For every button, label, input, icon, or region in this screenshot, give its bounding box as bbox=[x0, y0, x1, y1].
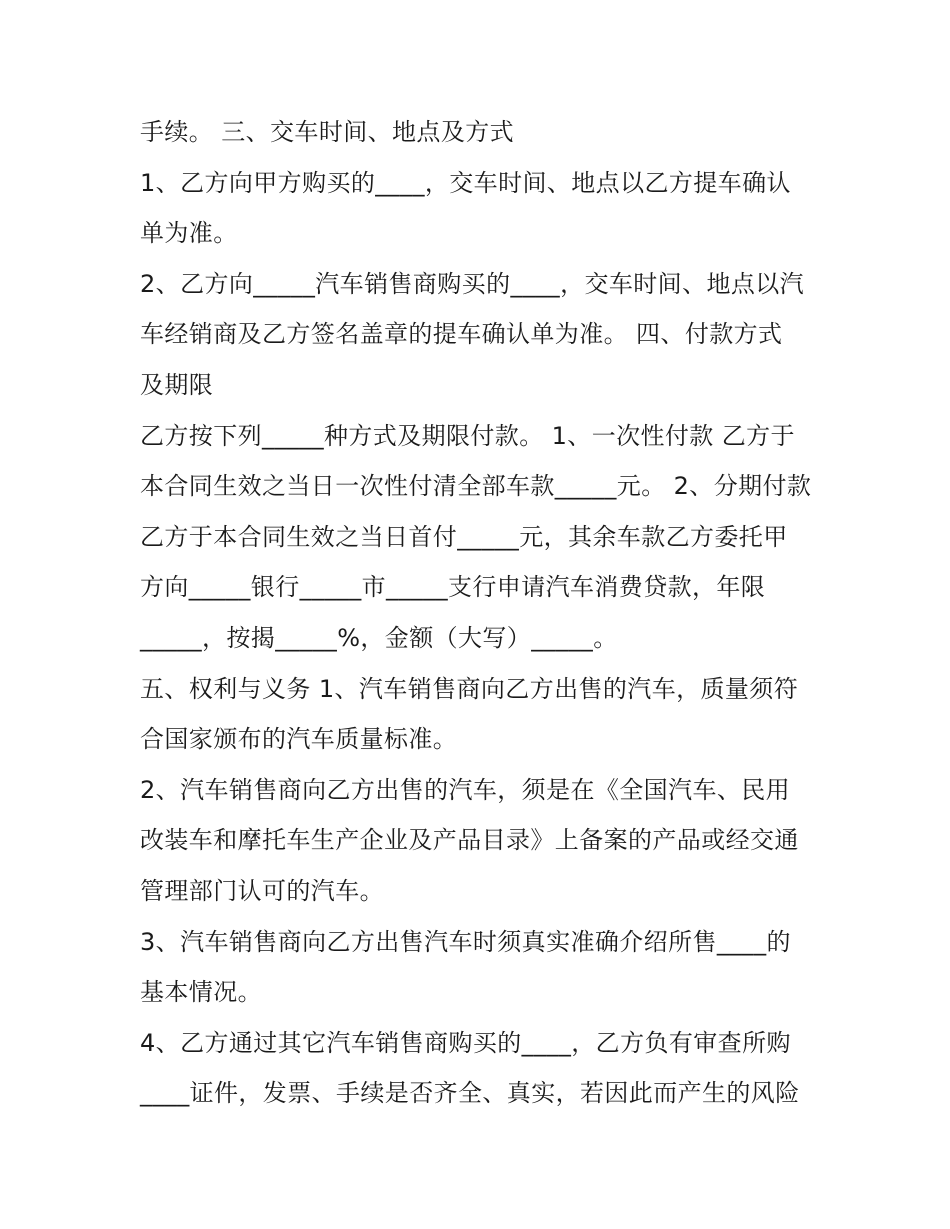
text-line: 3、汽车销售商向乙方出售汽车时须真实准确介绍所售____的 bbox=[140, 927, 791, 956]
text-line: 及期限 bbox=[140, 370, 214, 399]
text-line: 2、乙方向_____汽车销售商购买的____，交车时间、地点以汽 bbox=[140, 269, 805, 298]
text-line: 4、乙方通过其它汽车销售商购买的____，乙方负有审查所购 bbox=[140, 1028, 791, 1057]
text-line: 2、汽车销售商向乙方出售的汽车，须是在《全国汽车、民用 bbox=[140, 775, 791, 804]
text-line: 乙方按下列_____种方式及期限付款。 1、一次性付款 乙方于 bbox=[140, 421, 795, 450]
text-line: 方向_____银行_____市_____支行申请汽车消费贷款，年限 bbox=[140, 573, 766, 602]
document-page bbox=[140, 107, 820, 1119]
text-line: 本合同生效之当日一次性付清全部车款_____元。 2、分期付款 bbox=[140, 472, 812, 501]
text-line: 1、乙方向甲方购买的____，交车时间、地点以乙方提车确认 bbox=[140, 168, 791, 197]
text-line: _____，按揭_____%，金额（大写）_____。 bbox=[140, 623, 618, 652]
text-line: 车经销商及乙方签名盖章的提车确认单为准。 四、付款方式 bbox=[140, 320, 783, 349]
text-line: 合国家颁布的汽车质量标准。 bbox=[140, 725, 458, 754]
text-line: ____证件，发票、手续是否齐全、真实，若因此而产生的风险 bbox=[140, 1079, 800, 1108]
text-line: 五、权利与义务 1、汽车销售商向乙方出售的汽车，质量须符 bbox=[140, 674, 799, 703]
text-line: 单为准。 bbox=[140, 219, 238, 248]
text-line: 基本情况。 bbox=[140, 978, 262, 1007]
text-line: 管理部门认可的汽车。 bbox=[140, 876, 384, 905]
text-line: 手续。 三、交车时间、地点及方式 bbox=[140, 118, 515, 146]
text-line: 乙方于本合同生效之当日首付_____元，其余车款乙方委托甲 bbox=[140, 522, 788, 551]
text-line: 改装车和摩托车生产企业及产品目录》上备案的产品或经交通 bbox=[140, 826, 799, 855]
